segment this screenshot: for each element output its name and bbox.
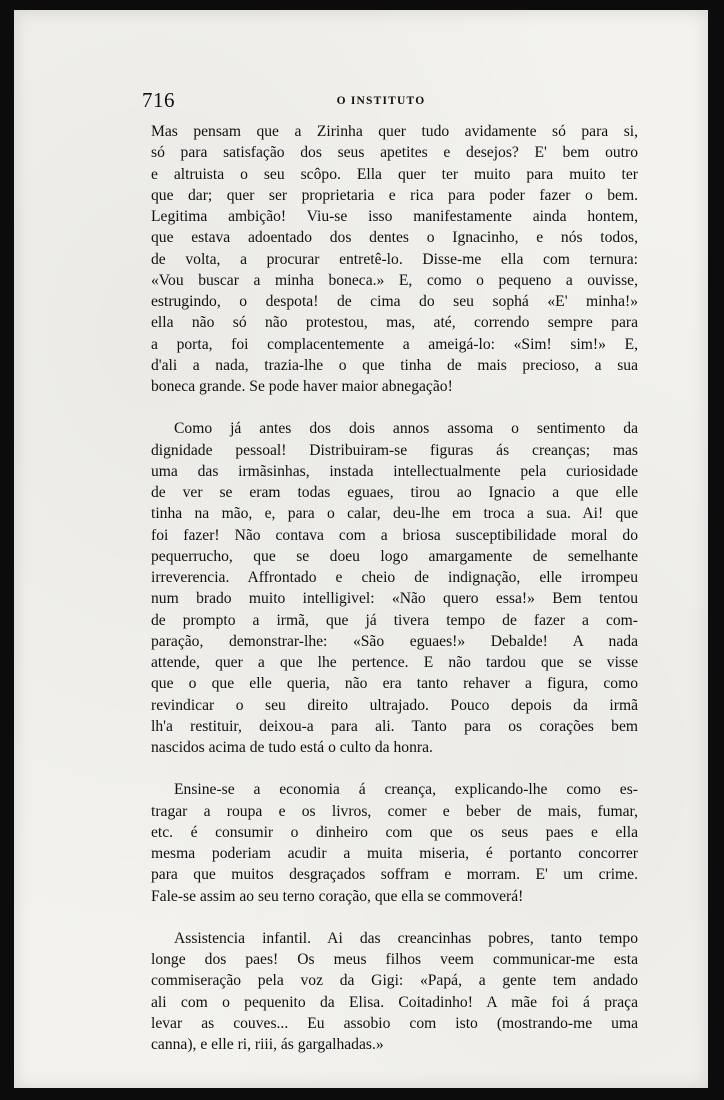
text-line: a porta, foi complacentemente a ameigá-lo: «Sim! sim!» E, bbox=[151, 335, 638, 353]
text-line: de prompto a irmã, que já tivera tempo de fazer a com- bbox=[151, 611, 638, 629]
text-line: dignidade pessoal! Distribuiram-se figuras ás creanças; mas bbox=[151, 441, 638, 459]
text-line: que dar; quer ser proprietaria e rica para poder fazer o bem. bbox=[151, 186, 638, 204]
text-line: para que muitos desgraçados soffram e morram. E' um crime. bbox=[151, 866, 638, 884]
text-line: etc. é consumir o dinheiro com que os seus paes e ella bbox=[151, 823, 638, 841]
text-line: irreverencia. Affrontado e cheio de indignação, elle irrompeu bbox=[151, 569, 638, 586]
text-line: num brado muito intelligivel: «Não quero essa!» Bem tentou bbox=[151, 590, 638, 608]
text-line: tragar a roupa e os livros, comer e beber de mais, fumar, bbox=[151, 802, 638, 820]
paragraph-gap bbox=[151, 758, 638, 779]
text-line: que o que elle queria, não era tanto rehaver a figura, como bbox=[151, 675, 638, 693]
running-title: O INSTITUTO bbox=[336, 95, 426, 107]
text-line: tinha na mão, e, para o calar, deu-lhe em troca a sua. Ai! que bbox=[151, 505, 638, 523]
text-line: de volta, a procurar entretê-lo. Disse-me ella com ternura: bbox=[151, 250, 638, 268]
text-line: nascidos acima de tudo está o culto da honra. bbox=[151, 739, 433, 756]
text-line: Mas pensam que a Zirinha quer tudo avidamente só para si, bbox=[151, 123, 638, 140]
paragraph-gap bbox=[151, 397, 638, 418]
text-line: ella não só não protestou, mas, até, correndo sempre para bbox=[151, 314, 638, 332]
text-line: só para satisfação dos seus apetites e desejos? E' bem outro bbox=[151, 144, 638, 162]
text-line: longe dos paes! Os meus filhos veem communicar-me esta bbox=[151, 951, 638, 968]
text-line: attende, quer a que lhe pertence. E não tardou que se visse bbox=[151, 654, 638, 671]
text-line: foi fazer! Não contava com a briosa susceptibilidade moral do bbox=[151, 526, 638, 544]
text-line: revindicar o seu direito ultrajado. Pouco depois da irmã bbox=[151, 696, 638, 714]
text-line: uma das irmãsinhas, instada intellectualmente pela curiosidade bbox=[151, 462, 638, 480]
paragraph-2 bbox=[151, 418, 638, 758]
text-line: Como já antes dos dois annos assoma o sentimento da bbox=[174, 420, 638, 438]
page-number: 716 bbox=[142, 88, 175, 112]
text-line: paração, demonstrar-lhe: «São eguaes!» Debalde! A nada bbox=[151, 632, 638, 650]
text-line: Legitima ambição! Viu-se isso manifestamente ainda hontem, bbox=[151, 208, 638, 225]
paragraph-gap bbox=[151, 907, 638, 928]
text-line: e altruista o seu scôpo. Ella quer ter muito para muito ter bbox=[151, 165, 638, 183]
text-line: lh'a restituir, deixou-a para ali. Tanto para os corações bem bbox=[151, 717, 638, 735]
body-text bbox=[151, 121, 638, 1055]
text-line: estrugindo, o despota! de cima do seu sophá «E' minha!» bbox=[151, 293, 638, 310]
text-line: canna), e elle ri, riii, ás gargalhadas.» bbox=[151, 1036, 384, 1053]
text-line: boneca grande. Se pode haver maior abnegação! bbox=[151, 378, 453, 395]
paragraph-1 bbox=[151, 121, 638, 397]
text-line: Assistencia infantil. Ai das creancinhas pobres, tanto tempo bbox=[174, 929, 638, 947]
text-line: commiseração pela voz da Gigi: «Papá, a gente tem andado bbox=[151, 972, 638, 990]
paragraph-3 bbox=[151, 779, 638, 907]
text-line: mesma poderiam acudir a muita miseria, é portanto concorrer bbox=[151, 845, 638, 862]
text-line: levar as couves... Eu assobio com isto (mostrando-me uma bbox=[151, 1014, 638, 1032]
text-line: ali com o pequenito da Elisa. Coitadinho! A mãe foi á praça bbox=[151, 993, 638, 1011]
text-line: «Vou buscar a minha boneca.» E, como o pequeno a ouvisse, bbox=[151, 271, 638, 289]
text-line: que estava adoentado dos dentes o Ignacinho, e nós todos, bbox=[151, 229, 638, 247]
text-line: pequerrucho, que se doeu logo amargamente de semelhante bbox=[151, 547, 638, 565]
page-header bbox=[142, 84, 620, 114]
text-line: Ensine-se a economia á creança, explicando-lhe como es- bbox=[174, 781, 638, 799]
text-line: Fale-se assim ao seu terno coração, que ella se commoverá! bbox=[151, 887, 524, 905]
text-line: d'ali a nada, trazia-lhe o que tinha de mais precioso, a sua bbox=[151, 356, 638, 374]
paragraph-4 bbox=[151, 928, 638, 1056]
text-line: de ver se eram todas eguaes, tirou ao Ignacio a que elle bbox=[151, 484, 638, 501]
